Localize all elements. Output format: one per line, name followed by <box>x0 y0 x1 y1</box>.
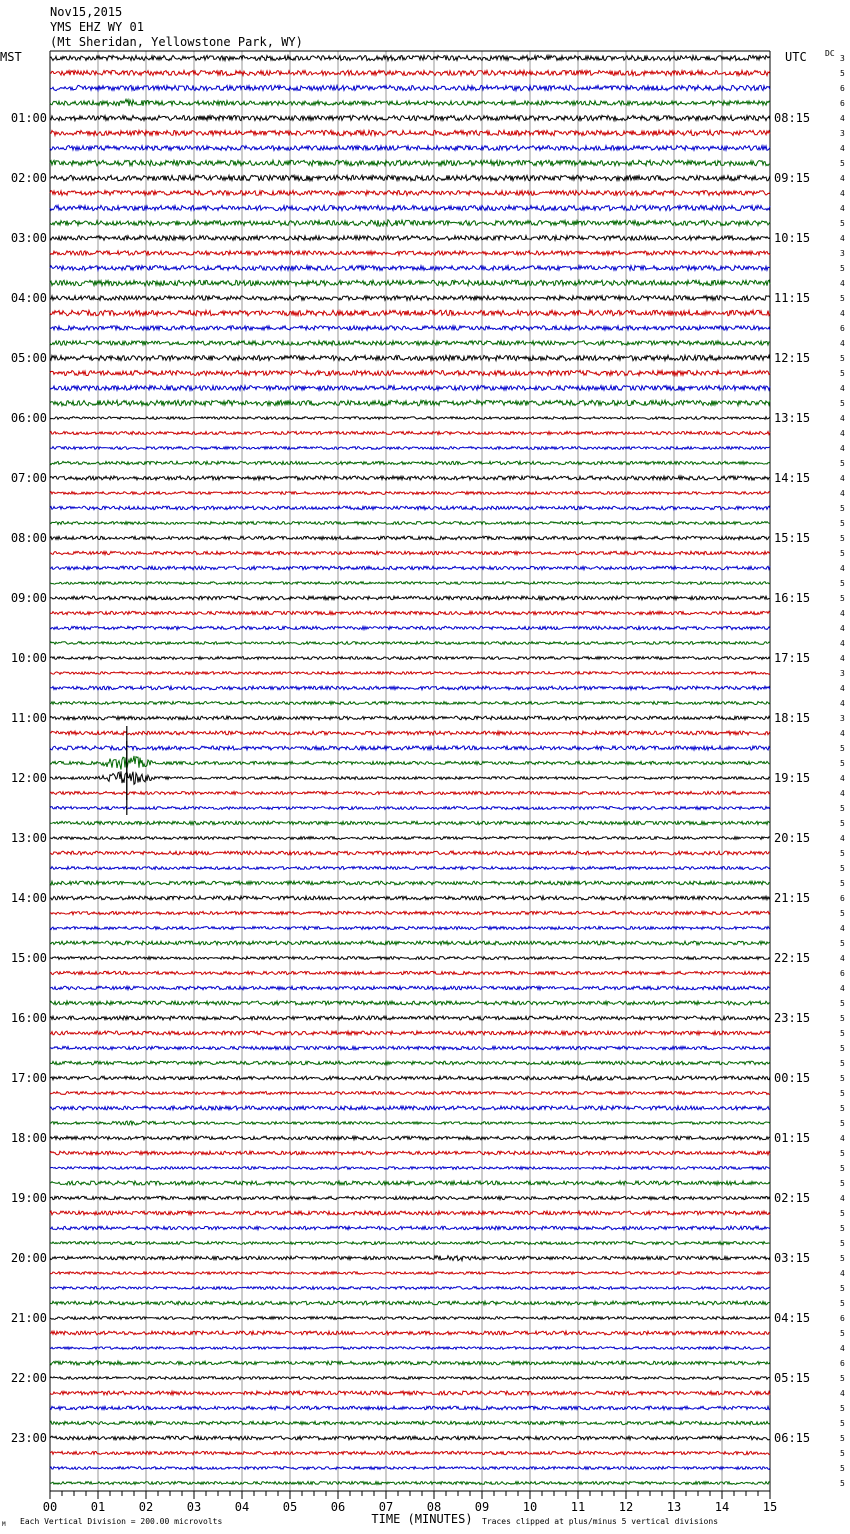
trace-45 <box>50 731 770 735</box>
left-hour-label: 15:00 <box>10 951 47 965</box>
right-hour-label: 05:15 <box>774 1371 811 1385</box>
trace-81 <box>50 1272 770 1275</box>
dc-offset-label: 5 <box>840 1239 845 1248</box>
trace-1 <box>50 70 770 75</box>
dc-offset-label: 5 <box>840 1164 845 1173</box>
trace-26 <box>50 447 770 450</box>
dc-offset-label: 4 <box>840 924 845 933</box>
trace-7 <box>50 160 770 165</box>
dc-offset-label: 3 <box>840 54 845 63</box>
x-tick-label: 12 <box>618 1500 634 1514</box>
x-tick-label: 08 <box>426 1500 442 1514</box>
right-hour-label: 04:15 <box>774 1311 811 1325</box>
right-hour-label: 17:15 <box>774 651 811 665</box>
dc-offset-label: 5 <box>840 1104 845 1113</box>
trace-44 <box>50 716 770 720</box>
trace-54 <box>50 867 770 870</box>
dc-offset-label: 5 <box>840 519 845 528</box>
trace-10 <box>50 205 770 210</box>
trace-50 <box>50 807 770 810</box>
x-tick-label: 15 <box>762 1500 778 1514</box>
trace-95 <box>50 1482 770 1485</box>
trace-76 <box>50 1196 770 1199</box>
dc-offset-label: 6 <box>840 84 845 93</box>
trace-21 <box>50 370 770 375</box>
dc-offset-label: 4 <box>840 204 845 213</box>
time-axis <box>43 1491 777 1514</box>
trace-23 <box>50 400 770 405</box>
dc-offset-label: 4 <box>840 699 845 708</box>
trace-39 <box>50 642 770 645</box>
trace-24 <box>50 417 770 420</box>
station-label: YMS EHZ WY 01 <box>50 20 144 34</box>
trace-65 <box>50 1031 770 1035</box>
dc-offset-label: 6 <box>840 894 845 903</box>
trace-6 <box>50 146 770 151</box>
seismic-traces <box>50 56 770 1485</box>
dc-offset-label: 4 <box>840 474 845 483</box>
dc-offset-label: 5 <box>840 939 845 948</box>
right-hour-label: 03:15 <box>774 1251 811 1265</box>
x-tick-label: 00 <box>42 1500 58 1514</box>
dc-offset-label: 4 <box>840 789 845 798</box>
dc-offset-label: 4 <box>840 339 845 348</box>
trace-93 <box>50 1451 770 1454</box>
trace-38 <box>50 626 770 629</box>
trace-79 <box>50 1242 770 1245</box>
trace-75 <box>50 1181 770 1185</box>
dc-offset-label: 5 <box>840 864 845 873</box>
trace-55 <box>50 881 770 885</box>
trace-35 <box>50 582 770 585</box>
trace-12 <box>50 236 770 241</box>
right-hour-label: 06:15 <box>774 1431 811 1445</box>
right-hour-label: 12:15 <box>774 351 811 365</box>
dc-offset-label: 4 <box>840 834 845 843</box>
dc-offset-label: 4 <box>840 414 845 423</box>
dc-offset-label: 6 <box>840 1314 845 1323</box>
dc-offset-label: 4 <box>840 144 845 153</box>
dc-offset-label: 4 <box>840 654 845 663</box>
dc-offset-label: 4 <box>840 609 845 618</box>
trace-86 <box>50 1347 770 1350</box>
trace-41 <box>50 672 770 675</box>
trace-73 <box>50 1151 770 1155</box>
dc-offset-label: 3 <box>840 129 845 138</box>
right-hour-label: 21:15 <box>774 891 811 905</box>
dc-offset-label: 4 <box>840 1269 845 1278</box>
dc-offset-label: 5 <box>840 1479 845 1488</box>
trace-33 <box>50 551 770 554</box>
trace-40 <box>50 657 770 660</box>
location-label: (Mt Sheridan, Yellowstone Park, WY) <box>50 35 303 49</box>
left-hour-label: 03:00 <box>10 231 47 245</box>
dc-offset-label: 5 <box>840 1284 845 1293</box>
trace-47 <box>50 756 770 770</box>
dc-offset-label: 5 <box>840 534 845 543</box>
dc-offset-label: 5 <box>840 909 845 918</box>
left-hour-label: 08:00 <box>10 531 47 545</box>
trace-91 <box>50 1421 770 1424</box>
left-hour-label: 11:00 <box>10 711 47 725</box>
dc-offset-label: 4 <box>840 624 845 633</box>
date-label: Nov15,2015 <box>50 5 123 19</box>
dc-offset-label: 5 <box>840 354 845 363</box>
dc-offset-label: 5 <box>840 1014 845 1023</box>
trace-84 <box>50 1317 770 1320</box>
trace-70 <box>50 1106 770 1110</box>
dc-offset-label: 5 <box>840 1374 845 1383</box>
dc-offset-label: 5 <box>840 594 845 603</box>
trace-25 <box>50 431 770 434</box>
trace-4 <box>50 115 770 120</box>
x-tick-label: 02 <box>138 1500 154 1514</box>
dc-offset-label: 5 <box>840 1119 845 1128</box>
dc-offset-label: 5 <box>840 219 845 228</box>
right-hour-label: 16:15 <box>774 591 811 605</box>
left-hour-label: 18:00 <box>10 1131 47 1145</box>
dc-offset-label: 4 <box>840 189 845 198</box>
trace-19 <box>50 341 770 345</box>
trace-62 <box>50 986 770 989</box>
trace-80 <box>50 1256 770 1261</box>
scale-note: Each Vertical Division = 200.00 microvolts <box>20 1517 223 1526</box>
dc-offset-label: 4 <box>840 729 845 738</box>
right-hour-label: 22:15 <box>774 951 811 965</box>
dc-offset-label: 5 <box>840 1464 845 1473</box>
trace-83 <box>50 1301 770 1305</box>
left-hour-label: 06:00 <box>10 411 47 425</box>
right-hour-label: 14:15 <box>774 471 811 485</box>
trace-20 <box>50 355 770 360</box>
left-hour-label: 16:00 <box>10 1011 47 1025</box>
dc-offset-label: 5 <box>840 1074 845 1083</box>
dc-offset-label: 5 <box>840 849 845 858</box>
trace-58 <box>50 927 770 930</box>
trace-30 <box>50 506 770 510</box>
dc-offset-label: 5 <box>840 1419 845 1428</box>
dc-offset-label: 6 <box>840 324 845 333</box>
trace-53 <box>50 851 770 855</box>
trace-92 <box>50 1436 770 1440</box>
dc-offset-label: 4 <box>840 114 845 123</box>
dc-offset-label: 6 <box>840 1359 845 1368</box>
trace-68 <box>50 1076 770 1081</box>
dc-offset-label: 5 <box>840 1149 845 1158</box>
trace-88 <box>50 1377 770 1380</box>
trace-57 <box>50 911 770 914</box>
dc-header-label: DC <box>825 49 835 58</box>
trace-61 <box>50 971 770 974</box>
right-hour-label: 19:15 <box>774 771 811 785</box>
trace-51 <box>50 821 770 824</box>
clip-note: Traces clipped at plus/minus 5 vertical divisions <box>482 1517 719 1526</box>
trace-27 <box>50 461 770 464</box>
x-tick-label: 03 <box>186 1500 202 1514</box>
dc-offset-label: 4 <box>840 309 845 318</box>
trace-66 <box>50 1046 770 1049</box>
trace-9 <box>50 191 770 196</box>
dc-offset-label: 4 <box>840 1344 845 1353</box>
dc-offset-label: 5 <box>840 819 845 828</box>
trace-71 <box>50 1121 770 1125</box>
left-hour-label: 04:00 <box>10 291 47 305</box>
trace-29 <box>50 492 770 495</box>
x-tick-label: 01 <box>90 1500 106 1514</box>
dc-offset-label: 5 <box>840 1329 845 1338</box>
trace-67 <box>50 1061 770 1065</box>
x-tick-label: 07 <box>378 1500 394 1514</box>
right-hour-label: 00:15 <box>774 1071 811 1085</box>
dc-offset-label: 5 <box>840 1224 845 1233</box>
dc-offset-label: 5 <box>840 804 845 813</box>
dc-offset-label: 4 <box>840 1194 845 1203</box>
dc-offset-label: 5 <box>840 399 845 408</box>
trace-87 <box>50 1361 770 1365</box>
left-hour-label: 07:00 <box>10 471 47 485</box>
right-hour-label: 02:15 <box>774 1191 811 1205</box>
dc-offset-label: 5 <box>840 999 845 1008</box>
trace-18 <box>50 326 770 330</box>
dc-offset-label: 4 <box>840 954 845 963</box>
trace-59 <box>50 941 770 945</box>
corner-mark: M <box>2 1521 6 1528</box>
dc-offset-label: 5 <box>840 69 845 78</box>
trace-46 <box>50 746 770 750</box>
left-hour-label: 01:00 <box>10 111 47 125</box>
trace-34 <box>50 566 770 570</box>
trace-28 <box>50 476 770 480</box>
trace-36 <box>50 596 770 600</box>
dc-offset-label: 5 <box>840 159 845 168</box>
trace-22 <box>50 386 770 391</box>
left-hour-label: 21:00 <box>10 1311 47 1325</box>
right-timezone-label: UTC <box>785 50 807 64</box>
dc-offset-label: 5 <box>840 369 845 378</box>
x-axis-title: TIME (MINUTES) <box>371 1512 473 1526</box>
left-hour-label: 09:00 <box>10 591 47 605</box>
x-tick-label: 11 <box>570 1500 586 1514</box>
right-hour-label: 20:15 <box>774 831 811 845</box>
dc-offset-label: 4 <box>840 174 845 183</box>
right-hour-label: 15:15 <box>774 531 811 545</box>
trace-3 <box>50 99 770 106</box>
dc-offset-label: 4 <box>840 1389 845 1398</box>
dc-offset-label: 5 <box>840 1209 845 1218</box>
trace-89 <box>50 1391 770 1395</box>
left-hour-label: 10:00 <box>10 651 47 665</box>
trace-94 <box>50 1467 770 1470</box>
dc-offset-label: 5 <box>840 1299 845 1308</box>
x-tick-label: 10 <box>522 1500 538 1514</box>
x-tick-label: 09 <box>474 1500 490 1514</box>
left-hour-label: 22:00 <box>10 1371 47 1385</box>
trace-52 <box>50 837 770 840</box>
dc-offset-label: 5 <box>840 294 845 303</box>
dc-offset-label: 5 <box>840 549 845 558</box>
dc-offset-label: 4 <box>840 684 845 693</box>
right-hour-label: 23:15 <box>774 1011 811 1025</box>
x-tick-label: 13 <box>666 1500 682 1514</box>
dc-offset-label: 5 <box>840 1044 845 1053</box>
dc-offset-label: 5 <box>840 879 845 888</box>
trace-90 <box>50 1406 770 1409</box>
dc-offset-label: 4 <box>840 444 845 453</box>
trace-63 <box>50 1001 770 1005</box>
trace-43 <box>50 702 770 705</box>
dc-offset-label: 4 <box>840 234 845 243</box>
left-hour-label: 17:00 <box>10 1071 47 1085</box>
dc-offset-label: 4 <box>840 774 845 783</box>
trace-15 <box>50 280 770 286</box>
dc-offset-label: 5 <box>840 504 845 513</box>
trace-48 <box>50 771 770 784</box>
dc-offset-label: 5 <box>840 459 845 468</box>
x-tick-label: 14 <box>714 1500 730 1514</box>
left-hour-label: 13:00 <box>10 831 47 845</box>
left-hour-label: 19:00 <box>10 1191 47 1205</box>
trace-82 <box>50 1287 770 1290</box>
dc-offset-label: 3 <box>840 714 845 723</box>
left-hour-label: 23:00 <box>10 1431 47 1445</box>
x-tick-label: 05 <box>282 1500 298 1514</box>
dc-offset-label: 4 <box>840 429 845 438</box>
dc-offset-label: 3 <box>840 249 845 258</box>
dc-offset-label: 4 <box>840 564 845 573</box>
trace-11 <box>50 220 770 226</box>
trace-37 <box>50 611 770 614</box>
dc-offset-label: 4 <box>840 984 845 993</box>
dc-offset-label: 4 <box>840 639 845 648</box>
x-tick-label: 06 <box>330 1500 346 1514</box>
trace-69 <box>50 1092 770 1095</box>
trace-5 <box>50 130 770 135</box>
dc-offset-label: 5 <box>840 264 845 273</box>
trace-14 <box>50 266 770 271</box>
left-hour-label: 02:00 <box>10 171 47 185</box>
dc-offset-label: 5 <box>840 579 845 588</box>
left-timezone-label: MST <box>0 50 22 64</box>
dc-offset-label: 5 <box>840 1404 845 1413</box>
right-hour-label: 18:15 <box>774 711 811 725</box>
dc-offset-label: 3 <box>840 669 845 678</box>
left-hour-label: 20:00 <box>10 1251 47 1265</box>
trace-64 <box>50 1016 770 1020</box>
right-hour-label: 08:15 <box>774 111 811 125</box>
dc-offset-label: 4 <box>840 384 845 393</box>
dc-offset-label: 4 <box>840 279 845 288</box>
trace-2 <box>50 85 770 90</box>
dc-offset-labels <box>840 54 845 1488</box>
right-hour-label: 11:15 <box>774 291 811 305</box>
dc-offset-label: 5 <box>840 1434 845 1443</box>
trace-74 <box>50 1167 770 1170</box>
trace-16 <box>50 296 770 301</box>
trace-17 <box>50 310 770 315</box>
right-hour-label: 01:15 <box>774 1131 811 1145</box>
trace-77 <box>50 1211 770 1215</box>
trace-31 <box>50 522 770 525</box>
dc-offset-label: 5 <box>840 1059 845 1068</box>
dc-offset-label: 5 <box>840 1449 845 1458</box>
dc-offset-label: 5 <box>840 1254 845 1263</box>
trace-72 <box>50 1136 770 1140</box>
trace-56 <box>50 896 770 900</box>
dc-offset-label: 4 <box>840 489 845 498</box>
dc-offset-label: 5 <box>840 1089 845 1098</box>
x-tick-label: 04 <box>234 1500 250 1514</box>
dc-offset-label: 5 <box>840 759 845 768</box>
trace-0 <box>50 56 770 61</box>
dc-offset-label: 5 <box>840 744 845 753</box>
dc-offset-label: 5 <box>840 1179 845 1188</box>
trace-13 <box>50 251 770 255</box>
trace-42 <box>50 686 770 690</box>
trace-60 <box>50 957 770 960</box>
right-hour-label: 10:15 <box>774 231 811 245</box>
right-hour-label: 13:15 <box>774 411 811 425</box>
dc-offset-label: 4 <box>840 1134 845 1143</box>
trace-8 <box>50 175 770 180</box>
left-hour-label: 05:00 <box>10 351 47 365</box>
dc-offset-label: 6 <box>840 99 845 108</box>
dc-offset-label: 6 <box>840 969 845 978</box>
left-hour-label: 14:00 <box>10 891 47 905</box>
right-hour-label: 09:15 <box>774 171 811 185</box>
trace-49 <box>50 791 770 794</box>
left-hour-label: 12:00 <box>10 771 47 785</box>
trace-85 <box>50 1331 770 1335</box>
trace-78 <box>50 1226 770 1230</box>
trace-32 <box>50 536 770 539</box>
dc-offset-label: 5 <box>840 1029 845 1038</box>
